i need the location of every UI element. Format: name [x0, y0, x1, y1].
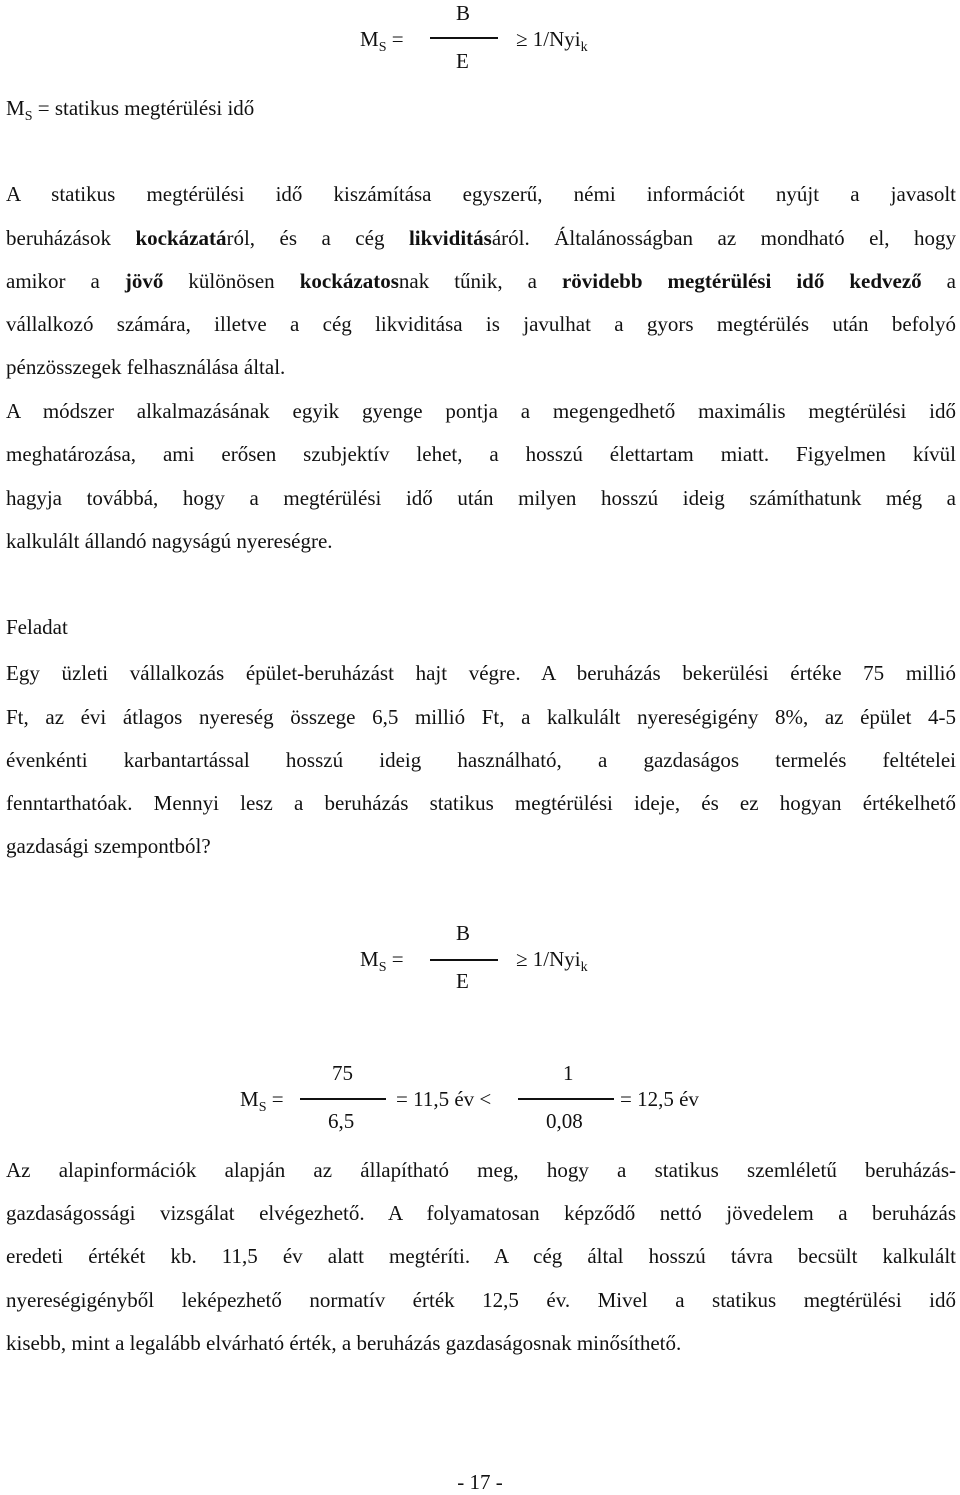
formula-rhs-main: 1/Nyi [532, 27, 581, 51]
para1-l3-bold-2: kockázatos [299, 269, 399, 293]
formula-calc-lhs-sub: S [258, 1100, 267, 1115]
para1-l2-c: ról, és a cég [226, 226, 409, 250]
para2-line-1: A módszer alkalmazásának egyik gyenge pontja a megengedhető maximális megtérülési idő [6, 399, 956, 423]
formula-mid-numerator: B [456, 921, 471, 945]
formula-rhs [516, 26, 588, 56]
formula-calc-lhs [240, 1086, 284, 1116]
ge-symbol: ≥ [516, 947, 528, 971]
formula-lhs-sub: S [378, 40, 387, 55]
conclusion-line-2: gazdaságossági vizsgálat elvégezhető. A folyamatosan képződő nettó jövedelem a beruházás [6, 1201, 956, 1225]
para2-line-4: kalkulált állandó nagyságú nyereségre. [6, 529, 333, 553]
task-line-4: fenntarthatóak. Mennyi lesz a beruházás statikus megtérülési ideje, és ez hogyan értékelhető [6, 791, 956, 815]
formula-calc-den1: 6,5 [328, 1109, 355, 1133]
formula-calc-end: = 12,5 év [620, 1087, 699, 1111]
definition-main: M [6, 96, 25, 120]
para1-line-4: vállalkozó számára, illetve a cég likviditása is javulhat a gyors megtérülés után befolyó [6, 312, 956, 336]
formula-mid-lhs-sub: S [378, 960, 387, 975]
formula-calc-lhs-main: M [240, 1087, 259, 1111]
fraction-bar-1 [300, 1098, 386, 1100]
para1-l2-e: áról. Általánosságban az mondható el, hogy [491, 226, 957, 250]
conclusion-line-3: eredeti értékét kb. 11,5 év alatt megtéríti. A cég által hosszú távra becsült kalkulált [6, 1244, 956, 1268]
formula-mid-lhs [360, 946, 404, 976]
formula-calc-num2: 1 [563, 1061, 574, 1085]
para1-l3-bold-1: jövő [124, 269, 164, 293]
formula-mid-denominator: E [456, 969, 469, 993]
formula-numerator: B [456, 1, 471, 25]
definition-line [6, 95, 254, 125]
formula-lhs-main: M [360, 27, 379, 51]
formula-mid-rhs-main: 1/Nyi [532, 947, 581, 971]
conclusion-line-5: kisebb, mint a legalább elvárható érték, a beruházás gazdaságosnak minősíthető. [6, 1331, 682, 1355]
formula-lhs-eq: = [386, 27, 404, 51]
para1-l3-c: különösen [163, 269, 300, 293]
formula-mid-lhs-eq: = [386, 947, 404, 971]
para1-l3-e: nak tűnik, a [398, 269, 562, 293]
formula-rhs-sub: k [580, 40, 588, 55]
fraction-bar [430, 37, 498, 39]
para1-line-2 [6, 225, 956, 251]
para1-l2-a: beruházások [6, 226, 136, 250]
definition-text: = statikus megtérülési idő [32, 96, 255, 120]
formula-mid-lhs-main: M [360, 947, 379, 971]
formula-lhs [360, 26, 404, 56]
formula-calc-mid: = 11,5 év < [396, 1087, 492, 1111]
para2-line-2: meghatározása, ami erősen szubjektív lehet, a hosszú élettartam miatt. Figyelmen kívül [6, 442, 956, 466]
definition-sub: S [24, 109, 33, 124]
page-number: - 17 - [457, 1470, 503, 1494]
task-line-5: gazdasági szempontból? [6, 834, 211, 858]
ge-symbol: ≥ [516, 27, 528, 51]
fraction-bar-2 [518, 1098, 614, 1100]
fraction-bar [430, 959, 498, 961]
para1-line-3 [6, 268, 956, 294]
para1-l2-bold-1: kockázatá [135, 226, 227, 250]
para2-line-3: hagyja továbbá, hogy a megtérülési idő után milyen hosszú ideig számíthatunk még a [6, 486, 956, 510]
para1-line-1: A statikus megtérülési idő kiszámítása egyszerű, némi információt nyújt a javasolt [6, 182, 956, 206]
para1-l3-a: amikor a [6, 269, 125, 293]
conclusion-line-1: Az alapinformációk alapján az állapítható meg, hogy a statikus szemléletű beruházás- [6, 1158, 956, 1182]
task-line-1: Egy üzleti vállalkozás épület-beruházást hajt végre. A beruházás bekerülési értéke 75 millió [6, 661, 956, 685]
formula-mid-rhs [516, 946, 588, 976]
formula-calc-lhs-eq: = [266, 1087, 284, 1111]
formula-calc-den2: 0,08 [546, 1109, 583, 1133]
conclusion-line-4: nyereségigényből leképezhető normatív érték 12,5 év. Mivel a statikus megtérülési idő [6, 1288, 956, 1312]
formula-calc-num1: 75 [332, 1061, 353, 1085]
para1-l3-g: a [921, 269, 957, 293]
para1-l3-bold-3: rövidebb megtérülési idő kedvező [561, 269, 922, 293]
formula-mid-rhs-sub: k [580, 960, 588, 975]
para1-l2-bold-2: likviditás [408, 226, 492, 250]
task-heading: Feladat [6, 615, 68, 639]
formula-denominator: E [456, 49, 469, 73]
para1-line-5: pénzösszegek felhasználása által. [6, 355, 286, 379]
task-line-3: évenkénti karbantartással hosszú ideig használható, a gazdaságos termelés feltételei [6, 748, 956, 772]
task-line-2: Ft, az évi átlagos nyereség összege 6,5 millió Ft, a kalkulált nyereségigény 8%, az épület 4-5 [6, 705, 956, 729]
